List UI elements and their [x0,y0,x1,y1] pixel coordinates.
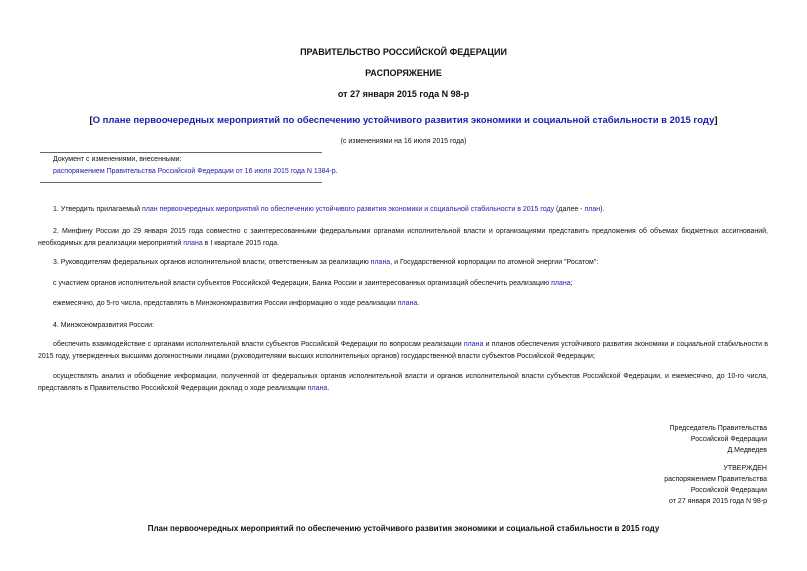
paragraph-5-text-2: . [417,300,420,307]
divider-top [40,152,322,153]
paragraph-8-text-2: . [327,384,330,392]
paragraph-1 [38,204,768,216]
paragraph-3 [38,257,768,269]
plan-link[interactable]: план первоочередных мероприятий по обеспечению устойчивого развития экономики и социальной стабильности в 2015 году [141,206,555,213]
plan-title: План первоочередных мероприятий по обеспечению устойчивого развития экономики и социальной стабильности в 2015 году [147,524,660,533]
paragraph-7-text-2: и планов обеспечения устойчивого развития экономики и социальной стабильности в 2015 году, утвержденных высшими должностными лицами (руководителями высших исполнительных органов) государственной власти субъектов Российской Федерации; [38,341,768,360]
changes-note-line [53,166,553,178]
plan-link-8[interactable]: плана [307,384,328,392]
title-bracket-close: ] [714,115,718,126]
paragraph-4 [38,278,768,290]
signature-position: Председатель Правительства [669,425,767,432]
amendment-link[interactable]: распоряжением Правительства Российской Федерации от 16 июля 2015 года N 1384-р [53,168,336,175]
signature-country: Российской Федерации [690,436,767,443]
signature-name: Д.Медведев [727,447,767,454]
changes-date: (с изменениями на 16 июля 2015 года) [340,138,467,145]
approval-block [664,463,767,507]
paragraph-4-text: с участием органов исполнительной власти субъектов Российской Федерации, Банка России и заинтересованных организаций обеспечить реализацию [53,280,552,287]
changes-note-suffix: . [335,168,338,175]
paragraph-8-text: осуществлять анализ и обобщение информации, полученной от федеральных органов исполнительной власти и органов исполнительной власти субъектов Российской Федерации, и ежемесячно, до 10-го числа, представлять в Правительство Российской Федерации доклад о ходе реализации [38,373,768,392]
paragraph-5-text: ежемесячно, до 5-го числа, представлять в Минэкономразвития России информацию о ходе реализации [53,300,398,307]
paragraph-2 [38,226,768,249]
paragraph-6: 4. Минэкономразвития России: [53,322,154,329]
paragraph-7-text: обеспечить взаимодействие с органами исполнительной власти субъектов Российской Федерации по вопросам реализации [53,341,464,348]
document-title [0,115,807,126]
approval-date: от 27 января 2015 года N 98-р [669,498,767,505]
paragraph-1-text: 1. Утвердить прилагаемый [53,206,142,213]
paragraph-1-text-2: (далее - [554,206,585,213]
paragraph-3-text: 3. Руководителям федеральных органов исполнительной власти, ответственным за реализацию [53,259,371,266]
paragraph-5 [38,298,768,310]
plan-link-3[interactable]: плана [370,259,391,266]
document-type: РАСПОРЯЖЕНИЕ [365,68,442,78]
paragraph-8 [38,371,768,394]
plan-link-5[interactable]: плана [397,300,418,307]
title-link[interactable]: О плане первоочередных мероприятий по обеспечению устойчивого развития экономики и социальной стабильности в 2015 году [92,115,715,126]
plan-link-4[interactable]: плана [551,280,571,287]
paragraph-2-text: 2. Минфину России до 29 января 2015 года совместно с заинтересованными федеральными органами исполнительной власти и организациями представить предложения об объемах бюджетных ассигнований, необходимых для реализации мероприятий [38,228,768,247]
paragraph-4-text-2: ; [570,280,573,287]
paragraph-2-text-2: в I квартале 2015 года. [202,239,280,247]
signature-block [670,423,767,456]
approval-label: УТВЕРЖДЕН [723,465,767,472]
plan-link-2[interactable]: плана [183,239,203,247]
approval-country: Российской Федерации [690,487,767,494]
paragraph-1-text-3: ). [600,206,605,213]
approval-by: распоряжением Правительства [664,476,767,483]
paragraph-7 [38,339,768,362]
document-date: от 27 января 2015 года N 98-р [337,89,470,99]
title-bracket-open: [ [89,115,93,126]
government-heading: ПРАВИТЕЛЬСТВО РОССИЙСКОЙ ФЕДЕРАЦИИ [300,47,507,57]
paragraph-3-text-2: , и Государственной корпорации по атомной энергии "Росатом": [390,259,599,266]
changes-note-label: Документ с изменениями, внесенными: [53,156,182,163]
plan-short-link[interactable]: план [584,206,601,213]
plan-link-7[interactable]: плана [463,341,484,348]
divider-bottom [40,182,322,183]
changes-note [53,154,553,178]
